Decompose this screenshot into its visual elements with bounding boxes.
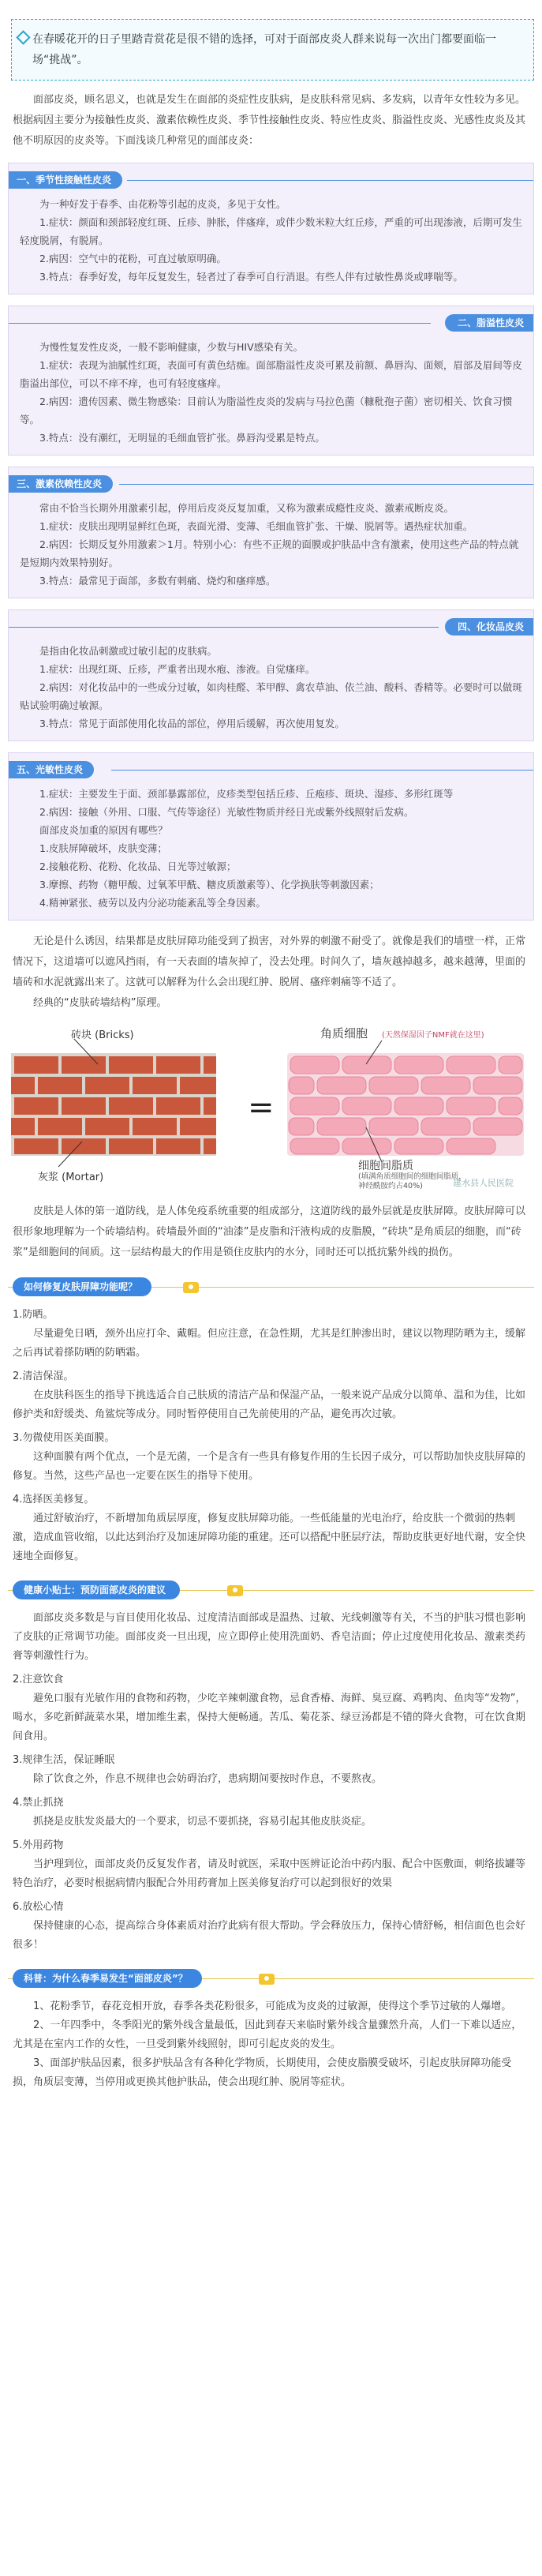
decoration-icon (183, 1282, 199, 1293)
overview-paragraph: 面部皮炎，顾名思义，也就是发生在面部的炎症性皮肤病，是皮肤科常见病、多发病，以青年女性较为多见。根据病因主要分为接触性皮炎、激素依赖性皮炎、季节性接触性皮炎、特应性皮炎、脂溢性皮炎、光感性皮炎及其他不明原因的皮炎等。下面浅谈几种常见的面部皮炎： (13, 94, 526, 147)
repair-item: 通过舒敏治疗，不新增加角质层厚度，修复皮肤屏障功能。一些低能量的光电治疗，给皮肤一个微弱的热刺激，造成血管收缩，以此达到治疗及加速屏障功能的重建。还可以搭配中胚层疗法，帮助皮肤更好地代谢，安全快速地全面修复。 (13, 1513, 526, 1562)
section-3-line: 常由不恰当长期外用激素引起，停用后皮炎反复加重，又称为激素成瘾性皮炎、激素戒断皮炎。 (39, 502, 454, 514)
section-1-line: 1.症状：颜面和颈部轻度红斑、丘疹、肿胀，伴瘙痒，或伴少数米粒大红丘疹，严重的可出现渗液，后期可发生轻度脱屑，有脱屑。 (20, 216, 522, 246)
divider (111, 770, 533, 771)
repair-content (13, 1306, 529, 1566)
section-5-body (9, 778, 533, 912)
mortar-label: 灰浆 (Mortar) (38, 1172, 104, 1183)
spring-item: 2、一年四季中，冬季阳光的紫外线含量最低，因此到春天来临时紫外线含量骤然升高，人们一下难以适应，尤其是在室内工作的女性，一旦受到紫外线照射，即可引起皮炎的发生。 (13, 2019, 522, 2050)
spring-heading: 科普：为什么春季易发生“面部皮炎”？ (13, 1969, 202, 1988)
tips-item: 3.规律生活，保证睡眠 (13, 1754, 115, 1766)
tips-item: 5.外用药物 (13, 1839, 64, 1851)
spring-item: 3、面部护肤品因素，很多护肤品含有各种化学物质，长期使用，会使皮脂膜受破坏，引起皮肤屏障功能受损，角质层变薄，当停用或更换其他护肤品，使会出现红肿、脱屑等症状。 (13, 2057, 512, 2088)
spring-heading-bar (8, 1969, 534, 1993)
tips-item: 抓挠是皮肤发炎最大的一个要求，切忌不要抓挠，容易引起其他皮肤炎症。 (33, 1816, 372, 1828)
divider (119, 484, 533, 485)
brick-label: 砖块 (Bricks) (71, 1029, 134, 1041)
barrier-intro: 无论是什么诱因，结果都是皮肤屏障功能受到了损害，对外界的刺激不耐受了。就像是我们的墙壁一样，正常情况下，这道墙可以遮风挡雨，有一天表面的墙灰掉了，没去处理。时间久了，墙灰越掉越多，越来越薄，里面的墙砖和水泥就露出来了。这就可以解释为什么会出现红肿、脱屑、瘙痒刺痛等不适了。 (13, 936, 526, 988)
tips-heading: 健康小贴士：预防面部皮炎的建议 (13, 1580, 180, 1599)
section-4-line: 3.特点：常见于面部使用化妆品的部位，停用后缓解，再次使用复发。 (39, 718, 345, 729)
section-5-line: 1.皮肤屏障破坏，皮肤变薄； (39, 842, 167, 854)
lipid-label: 细胞间脂质 (358, 1160, 413, 1172)
section-3-line: 1.症状：皮肤出现明显鲜红色斑，表面光滑、变薄、毛细血管扩张、干燥、脱屑等。遇热症状加重。 (39, 520, 473, 532)
structure-caption: 经典的“皮肤砖墙结构”原理。 (33, 997, 167, 1009)
tips-content (13, 1609, 529, 1955)
section-1-body (9, 189, 533, 286)
repair-item: 4.选择医美修复。 (13, 1494, 95, 1505)
spring-item: 1、花粉季节，春花竞相开放，春季各类花粉很多，可能成为皮炎的过敏源，使得这个季节过敏的人爆增。 (33, 2000, 512, 2012)
section-4-title: 四、化妆品皮炎 (445, 618, 533, 636)
repair-heading-bar (8, 1277, 534, 1301)
tips-item: 2.注意饮食 (13, 1674, 64, 1685)
tips-item: 当护理到位，面部皮炎仍反复发作者，请及时就医，采取中医辨证论治中药内服、配合中医敷面，刺络拔罐等特色治疗，必要时根据病情内服配合外用药膏加上医美修复治疗可以起到很好的效果 (13, 1858, 526, 1889)
section-5-line: 3.摩擦、药物（糖甲酸、过氧苯甲酰、糖皮质激素等）、化学换肤等刺激因素； (39, 879, 379, 891)
section-5-line: 面部皮炎加重的原因有哪些？ (39, 824, 168, 836)
intro-text: 在春暖花开的日子里踏青赏花是很不错的选择，可对于面部皮炎人群来说每一次出门都要面临一场“挑战”。 (32, 33, 496, 66)
section-5-line: 2.接触花粉、花粉、化妆品、日光等过敏源； (39, 861, 237, 872)
divider (9, 323, 431, 324)
section-card-1 (8, 163, 534, 294)
section-4-line: 是指由化妆品刺激或过敏引起的皮肤病。 (39, 645, 218, 657)
article-page (0, 19, 542, 2576)
section-1-line: 为一种好发于春季、由花粉等引起的皮炎，多见于女性。 (39, 198, 286, 210)
tips-item: 6.放松心情 (13, 1901, 64, 1913)
divider (127, 180, 533, 181)
section-3-title: 三、激素依赖性皮炎 (9, 475, 113, 493)
section-card-2 (8, 306, 534, 456)
repair-item: 尽量避免日晒，颈外出应打伞、戴帽。但应注意，在急性期，尤其是红肿渗出时，建议以物理防晒为主，缓解之后再试着搽防晒的防晒霜。 (13, 1328, 526, 1359)
tips-item: 避免口服有光敏作用的食物和药物，少吃辛辣刺激食物，忌食香椿、海鲜、臭豆腐、鸡鸭肉、鱼肉等“发物”，喝水，多吃新鲜蔬菜水果，增加维生素，保持大便畅通。苦瓜、菊花茶、绿豆汤都是不错的降火食物，可在饮食期间食用。 (13, 1693, 526, 1742)
section-4-body (9, 636, 533, 733)
section-2-line: 为慢性复发性皮炎，一般不影响健康，少数与HIV感染有关。 (39, 341, 304, 353)
intro-box (11, 19, 534, 81)
section-4-line: 2.病因：对化妆品中的一些成分过敏，如肉桂醛、苯甲醇、禽农草油、依兰油、酸料、香精等。必要时可以做斑贴试验明确过敏源。 (20, 681, 522, 711)
repair-item: 1.防晒。 (13, 1309, 54, 1321)
tips-item: 4.禁止抓挠 (13, 1797, 64, 1809)
lipid-note-2: 神经酰胺约占40%) (358, 1182, 423, 1191)
section-4-line: 1.症状：出现红斑、丘疹，严重者出现水疱、渗液。自觉瘙痒。 (39, 663, 316, 675)
section-5-line: 4.精神紧张、疲劳以及内分泌功能紊乱等全身因素。 (39, 897, 266, 909)
divider (9, 627, 439, 628)
section-2-line: 2.病因：遗传因素、微生物感染：目前认为脂溢性皮炎的发病与马拉色菌（糠秕孢子菌）密切相关、饮食习惯等。 (20, 396, 513, 426)
section-1-line: 2.病因：空气中的花粉，可直过敏原明确。 (39, 253, 226, 264)
section-5-title: 五、光敏性皮炎 (9, 761, 94, 778)
corneocyte-label: 角质细胞 (320, 1026, 368, 1041)
tips-item: 保持健康的心态，提高综合身体素质对治疗此病有很大帮助。学会释放压力，保持心情舒畅，相信面色也会好很多！ (13, 1920, 526, 1951)
repair-item: 2.清洁保湿。 (13, 1370, 74, 1382)
watermark: 建水县人民医院 (453, 1178, 514, 1188)
tips-item: 除了饮食之外，作息不规律也会妨碍治疗，患病期间要按时作息，不要熬夜。 (33, 1773, 383, 1785)
repair-item: 这种面膜有两个优点，一个是无菌，一个是含有一些具有修复作用的生长因子成分，可以帮助加快皮肤屏障的修复。当然，这些产品也一定要在医生的指导下使用。 (13, 1451, 526, 1482)
section-card-5 (8, 752, 534, 921)
section-3-line: 2.病因：长期反复外用激素＞1月。特别小心：有些不正规的面膜或护肤品中含有激素，使用这些产品的特点就是短期内效果特别好。 (20, 538, 519, 568)
section-2-line: 1.症状：表现为油腻性红斑，表面可有黄色结痂。面部脂溢性皮炎可累及前额、鼻唇沟、面颊，眉部及眉间等皮脂溢出部位，可以不痒不痒，也可有轻度瘙痒。 (20, 359, 522, 389)
section-card-3 (8, 467, 534, 598)
decoration-icon (227, 1585, 243, 1596)
section-3-body (9, 493, 533, 590)
section-card-4 (8, 609, 534, 741)
corneocyte-note: (天然保湿因子NMF就在这里) (382, 1031, 484, 1040)
section-2-body (9, 332, 533, 447)
lipid-note-1: (填满角质细胞间的细胞间脂质， (358, 1172, 466, 1181)
tips-heading-bar (8, 1580, 534, 1604)
section-5-line: 2.病因：接触（外用、口服、气传等途径）光敏性物质并经日光或紫外线照射后发病。 (39, 806, 414, 818)
spring-content (13, 1997, 529, 2092)
section-5-line: 1.症状：主要发生于面、颈部暴露部位，皮疹类型包括丘疹、丘疱疹、斑块、湿疹、多形红斑等 (39, 788, 454, 800)
section-2-line: 3.特点：没有潮红，无明显的毛细血管扩张。鼻唇沟受累是特点。 (39, 432, 325, 444)
repair-item: 3.勿微使用医美面膜。 (13, 1432, 115, 1444)
brick-wall-illustration (11, 1023, 531, 1191)
tips-item: 面部皮炎多数是与盲目使用化妆品、过度清洁面部或是温热、过敏、光线刺激等有关，不当的护肤习惯也影响了皮肤的正常调节功能。面部皮炎一旦出现，应立即停止使用洗面奶、香皂洁面；停止过度使用化妆品、激素类药膏等刺激性行为。 (13, 1612, 526, 1662)
repair-item: 在皮肤科医生的指导下挑选适合自己肤质的清洁产品和保湿产品，一般来说产品成分以简单、温和为佳，比如修护类和舒缓类、角鲨烷等成分。同时暂停使用自己先前使用的产品，避免再次过敏。 (13, 1389, 526, 1420)
section-2-title: 二、脂溢性皮炎 (445, 314, 533, 332)
repair-heading: 如何修复皮肤屏障功能呢？ (13, 1277, 151, 1296)
equals-sign: = (248, 1089, 275, 1126)
section-1-title: 一、季节性接触性皮炎 (9, 171, 122, 189)
section-1-line: 3.特点：春季好发，每年反复发生，轻者过了春季可自行消退。有些人伴有过敏性鼻炎或哮喘等。 (39, 271, 463, 283)
barrier-explain: 皮肤是人体的第一道防线，是人体免疫系统重要的组成部分，这道防线的最外层就是皮肤屏障。皮肤屏障可以很形象地理解为一个砖墙结构。砖墙最外面的“油漆”是皮脂和汗液构成的皮脂膜，“砖块”是角质层的细胞，而“砖浆”是细胞间的间质。这一层结构最大的作用是锁住皮肤内的水分，同时还可以抵抗紫外线的损伤。 (13, 1206, 526, 1258)
decoration-icon (259, 1974, 275, 1985)
section-3-line: 3.特点：最常见于面部，多数有刺痛、烧灼和瘙痒感。 (39, 575, 276, 587)
